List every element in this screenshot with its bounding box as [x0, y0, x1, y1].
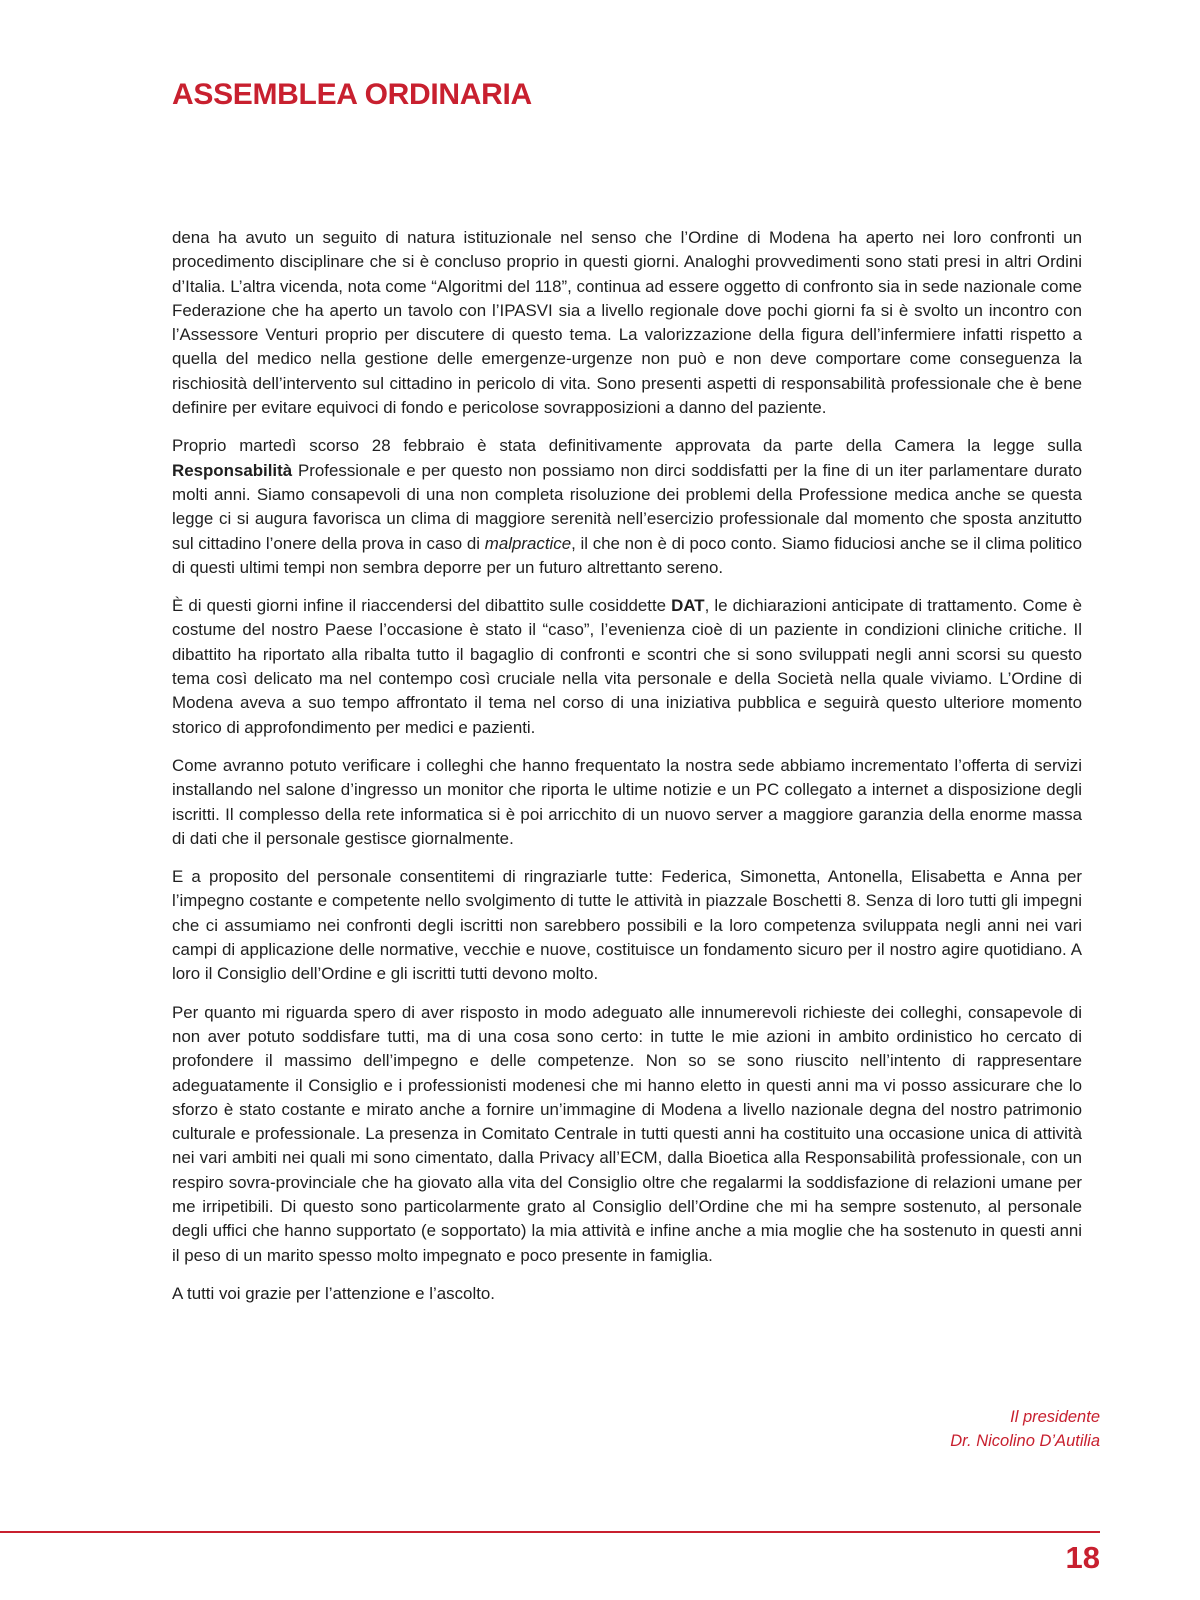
paragraph-6: Per quanto mi riguarda spero di aver risposto in modo adeguato alle innumerevoli richieste dei colleghi, consapevole di non aver potuto soddisfare tutti, ma di una cosa sono certo: in tutte le mie azioni in ambito ordinistico ho cercato di profondere il massimo dell’impegno e delle competenze. Non so se sono riuscito nell’intento di rappresentare adeguatamente il Consiglio e i professionisti modenesi che mi hanno eletto in questi anni ma vi posso assicurare che lo sforzo è stato costante e mirato anche a fornire un’immagine di Modena a livello nazionale degna del nostro patrimonio culturale e professionale. La presenza in Comitato Centrale in tutti questi anni ha costituito una occasione unica di attività nei vari ambiti nei quali mi sono cimentato, dalla Privacy all’ECM, dalla Bioetica alla Responsabilità professionale, con un respiro sovra-provinciale che ha giovato alla vita del Consiglio oltre che regalarmi la soddisfazione di relazioni umane per me irripetibili. Di questo sono particolarmente grato al Consiglio dell’Ordine che mi ha sempre sostenuto, al personale degli uffici che hanno supportato (e sopportato) la mia attività e infine anche a mia moglie che ha sostenuto in questi anni il peso di un marito spesso molto impegnato e poco presente in famiglia. [172, 1002, 1082, 1265]
signature-name: Dr. Nicolino D’Autilia [950, 1432, 1100, 1450]
paragraph-3 [172, 594, 1082, 740]
page-number: 18 [1065, 1540, 1100, 1575]
paragraph-2-text-b: Professionale e per questo non possiamo non dirci soddisfatti per la fine di un iter parlamentare durato molti anni. Siamo consapevoli di una non completa risoluzione dei problemi della Professione medica anche se questa legge ci si augura favorisca un clima di maggiore serenità nell’esercizio professionale dal momento che sposta anzitutto sul cittadino l’onere della prova in caso di [172, 460, 1082, 553]
paragraph-3-text-a: È di questi giorni infine il riaccendersi del dibattito sulle cosiddette [172, 596, 672, 616]
signature-role: Il presidente [1010, 1408, 1100, 1426]
article-body [172, 226, 1082, 1320]
paragraph-5: E a proposito del personale consentitemi di ringraziarle tutte: Federica, Simonetta, Antonella, Elisabetta e Anna per l’impegno costante e competente nello svolgimento di tutte le attività in piazzale Boschetti 8. Senza di loro tutti gli impegni che ci assumiamo nei confronti degli iscritti non sarebbero possibili e la loro competenza sviluppata negli anni nei vari campi di applicazione delle normative, vecchie e nuove, costituisce un fondamento sicuro per il nostro agire quotidiano. A loro il Consiglio dell’Ordine e gli iscritti tutti devono molto. [172, 867, 1082, 984]
paragraph-3-text-b: , le dichiarazioni anticipate di trattamento. Come è costume del nostro Paese l’occasione è stato il “caso”, l’evenienza cioè di un paziente in condizioni cliniche critiche. Il dibattito ha riportato alla ribalta tutto il bagaglio di confronti e scontri che si sono sviluppati negli anni scorsi su questo tema così delicato ma nel contempo così cruciale nella vita personale e della Società nella quale viviamo. L’Ordine di Modena aveva a suo tempo affrontato il tema nel corso di una iniziativa pubblica e seguirà questo ulteriore momento storico di approfondimento per medici e pazienti. [172, 596, 1083, 737]
paragraph-2-bold: Responsabilità [172, 460, 293, 480]
paragraph-3-bold: DAT [671, 596, 705, 616]
paragraph-2-italic: malpractice [484, 533, 572, 553]
paragraph-2 [172, 434, 1082, 580]
paragraph-4: Come avranno potuto verificare i colleghi che hanno frequentato la nostra sede abbiamo incrementato l’offerta di servizi installando nel salone d’ingresso un monitor che riporta le ultime notizie e un PC collegato a internet a disposizione degli iscritti. Il complesso della rete informatica si è poi arricchito di un nuovo server a maggiore garanzia della enorme massa di dati che il personale gestisce giornalmente. [172, 755, 1082, 848]
signature [950, 1405, 1100, 1453]
paragraph-7: A tutti voi grazie per l’attenzione e l’ascolto. [172, 1283, 495, 1303]
paragraph-2-text-a: Proprio martedì scorso 28 febbraio è stata definitivamente approvata da parte della Camera la legge sulla [172, 436, 1082, 456]
footer-divider [0, 1531, 1100, 1533]
paragraph-2-text-c: , il che non è di poco conto. Siamo fiduciosi anche se il clima politico di questi ultimi tempi non sembra deporre per un futuro altrettanto sereno. [172, 533, 1082, 577]
page-title: ASSEMBLEA ORDINARIA [172, 78, 532, 111]
paragraph-1: dena ha avuto un seguito di natura istituzionale nel senso che l’Ordine di Modena ha aperto nei loro confronti un procedimento disciplinare che si è concluso proprio in questi giorni. Analoghi provvedimenti sono stati presi in altri Ordini d’Italia. L’altra vicenda, nota come “Algoritmi del 118”, continua ad essere oggetto di confronto sia in sede nazionale come Federazione che ha aperto un tavolo con l’IPASVI sia a livello regionale dove pochi giorni fa si è svolto un incontro con l’Assessore Venturi proprio per discutere di questo tema. La valorizzazione della figura dell’infermiere infatti rispetto a quella del medico nella gestione delle emergenze-urgenze non può e non deve comportare come conseguenza la rischiosità dell’intervento sul cittadino in pericolo di vita. Sono presenti aspetti di responsabilità professionale che è bene definire per evitare equivoci di fondo e pericolose sovrapposizioni a danno del paziente. [172, 228, 1082, 418]
